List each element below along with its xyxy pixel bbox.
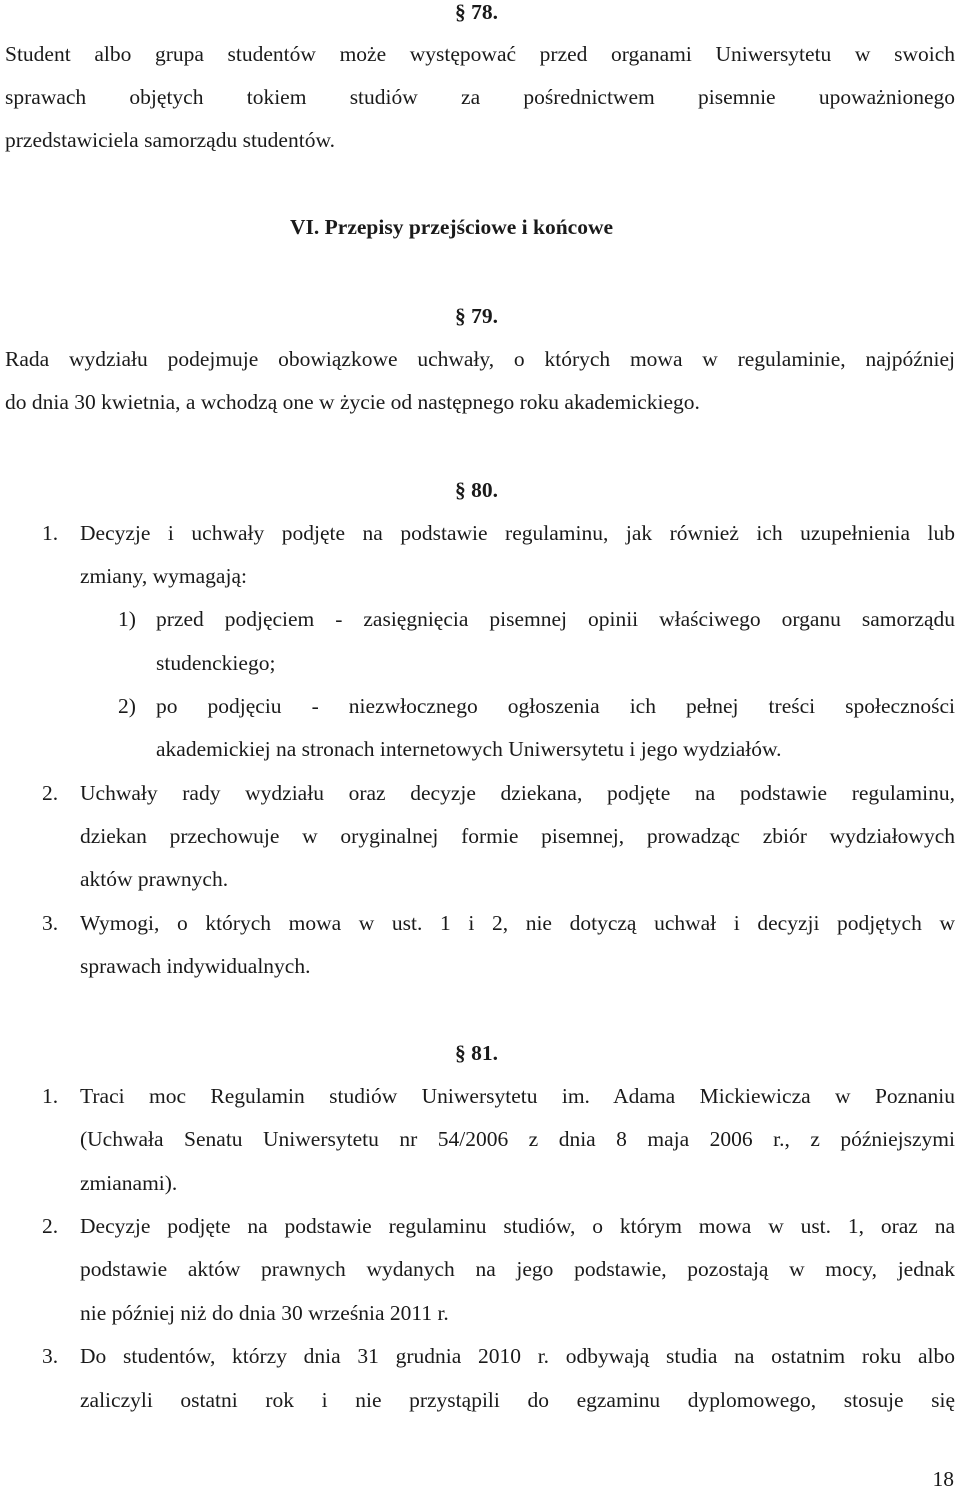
section-80-p1-number: 1.	[42, 521, 59, 545]
section-81-p2-line-1: Decyzje podjęte na podstawie regulaminu studiów, o którym mowa w ust. 1, oraz na	[80, 1214, 955, 1238]
section-79-line-2: do dnia 30 kwietnia, a wchodzą one w życie od następnego roku akademickiego.	[5, 390, 700, 414]
section-80-p3-line-2: sprawach indywidualnych.	[80, 954, 311, 978]
section-81-p1-number: 1.	[42, 1084, 59, 1108]
section-78-line-2: sprawach objętych tokiem studiów za pośrednictwem pisemnie upoważnionego	[5, 85, 955, 109]
section-81-p3-number: 3.	[42, 1344, 59, 1368]
section-80-p1-line-2: zmiany, wymagają:	[80, 564, 247, 588]
section-80-sub2-line-2: akademickiej na stronach internetowych Uniwersytetu i jego wydziałów.	[156, 737, 782, 761]
section-80-p2-number: 2.	[42, 781, 59, 805]
section-79-heading: § 79.	[455, 304, 498, 328]
page-number: 18	[932, 1467, 954, 1491]
section-80-p3-number: 3.	[42, 911, 59, 935]
section-78-line-1: Student albo grupa studentów może występować przed organami Uniwersytetu w swoich	[5, 42, 955, 66]
section-81-p1-line-3: zmianami).	[80, 1171, 178, 1195]
section-80-sub1-line-1: przed podjęciem - zasięgnięcia pisemnej opinii właściwego organu samorządu	[156, 607, 955, 631]
chapter-title: VI. Przepisy przejściowe i końcowe	[290, 215, 614, 239]
section-81-p3-line-1: Do studentów, którzy dnia 31 grudnia 2010 r. odbywają studia na ostatnim roku albo	[80, 1344, 955, 1368]
section-78-heading: § 78.	[455, 0, 498, 24]
section-81-p3-line-2: zaliczyli ostatni rok i nie przystąpili do egzaminu dyplomowego, stosuje się	[80, 1388, 955, 1412]
section-80-p2-line-2: dziekan przechowuje w oryginalnej formie pisemnej, prowadząc zbiór wydziałowych	[80, 824, 955, 848]
section-80-p2-line-3: aktów prawnych.	[80, 867, 229, 891]
section-80-sub2-number: 2)	[118, 694, 136, 718]
section-81-p2-line-2: podstawie aktów prawnych wydanych na jego podstawie, pozostają w mocy, jednak	[80, 1257, 955, 1281]
section-80-sub2-line-1: po podjęciu - niezwłocznego ogłoszenia ich pełnej treści społeczności	[156, 694, 955, 718]
section-81-p2-line-3: nie później niż do dnia 30 września 2011 r.	[80, 1301, 449, 1325]
section-81-p1-line-2: (Uchwała Senatu Uniwersytetu nr 54/2006 z dnia 8 maja 2006 r., z późniejszymi	[80, 1127, 955, 1151]
section-79-line-1: Rada wydziału podejmuje obowiązkowe uchwały, o których mowa w regulaminie, najpóźniej	[5, 347, 955, 371]
section-80-p3-line-1: Wymogi, o których mowa w ust. 1 i 2, nie dotyczą uchwał i decyzji podjętych w	[80, 911, 955, 935]
section-81-p2-number: 2.	[42, 1214, 59, 1238]
section-80-heading: § 80.	[455, 478, 498, 502]
section-81-heading: § 81.	[455, 1041, 498, 1065]
section-80-sub1-line-2: studenckiego;	[156, 651, 276, 675]
section-80-p2-line-1: Uchwały rady wydziału oraz decyzje dziekana, podjęte na podstawie regulaminu,	[80, 781, 955, 805]
section-81-p1-line-1: Traci moc Regulamin studiów Uniwersytetu im. Adama Mickiewicza w Poznaniu	[80, 1084, 955, 1108]
section-78-line-3: przedstawiciela samorządu studentów.	[5, 128, 335, 152]
section-80-p1-line-1: Decyzje i uchwały podjęte na podstawie regulaminu, jak również ich uzupełnienia lub	[80, 521, 955, 545]
section-80-sub1-number: 1)	[118, 607, 136, 631]
